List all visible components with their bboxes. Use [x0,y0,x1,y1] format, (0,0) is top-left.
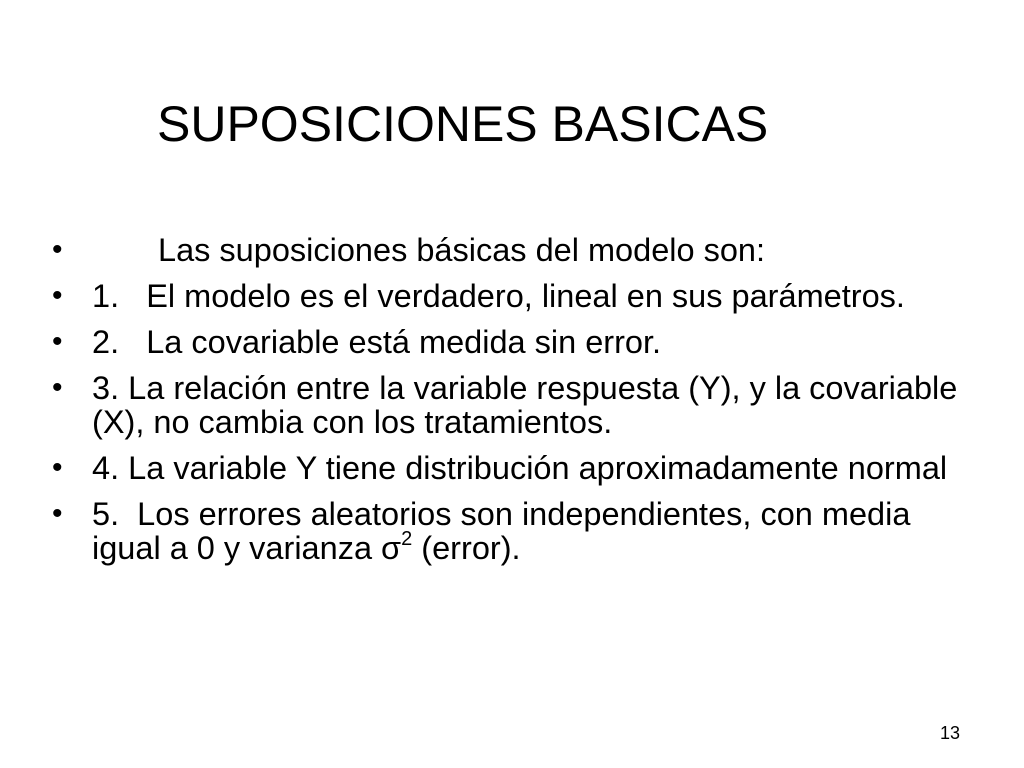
bullet-icon: • [52,279,63,312]
bullet-item-3 [52,371,972,439]
bullet-item-4 [52,451,972,485]
slide-title: SUPOSICIONES BASICAS [157,96,769,152]
bullet-icon: • [52,233,63,266]
bullet-item-5 [52,497,972,565]
bullet-icon: • [52,497,63,530]
bullet-item-1 [52,279,972,313]
bullet-item-2 [52,325,972,359]
bullet-icon: • [52,325,63,358]
page-number: 13 [940,723,961,743]
bullet-text: 1. El modelo es el verdadero, lineal en sus parámetros. [92,278,905,314]
bullet-text [92,496,919,566]
bullet-item-intro [52,233,972,267]
bullet-text-after: (error). [412,530,521,566]
bullet-icon: • [52,451,63,484]
bullet-icon: • [52,371,63,404]
bullet-text: 2. La covariable está medida sin error. [92,324,662,360]
sigma-superscript: 2 [401,528,413,550]
bullet-text: 4. La variable Y tiene distribución aproximadamente normal [92,450,948,486]
bullet-text: 3. La relación entre la variable respuesta (Y), y la covariable (X), no cambia con los tratamientos. [92,370,958,440]
bullet-text-before: 5. Los errores aleatorios son independientes, con media igual a 0 y varianza σ [92,496,920,566]
bullet-list [52,233,972,577]
bullet-text: Las suposiciones básicas del modelo son: [158,232,766,268]
